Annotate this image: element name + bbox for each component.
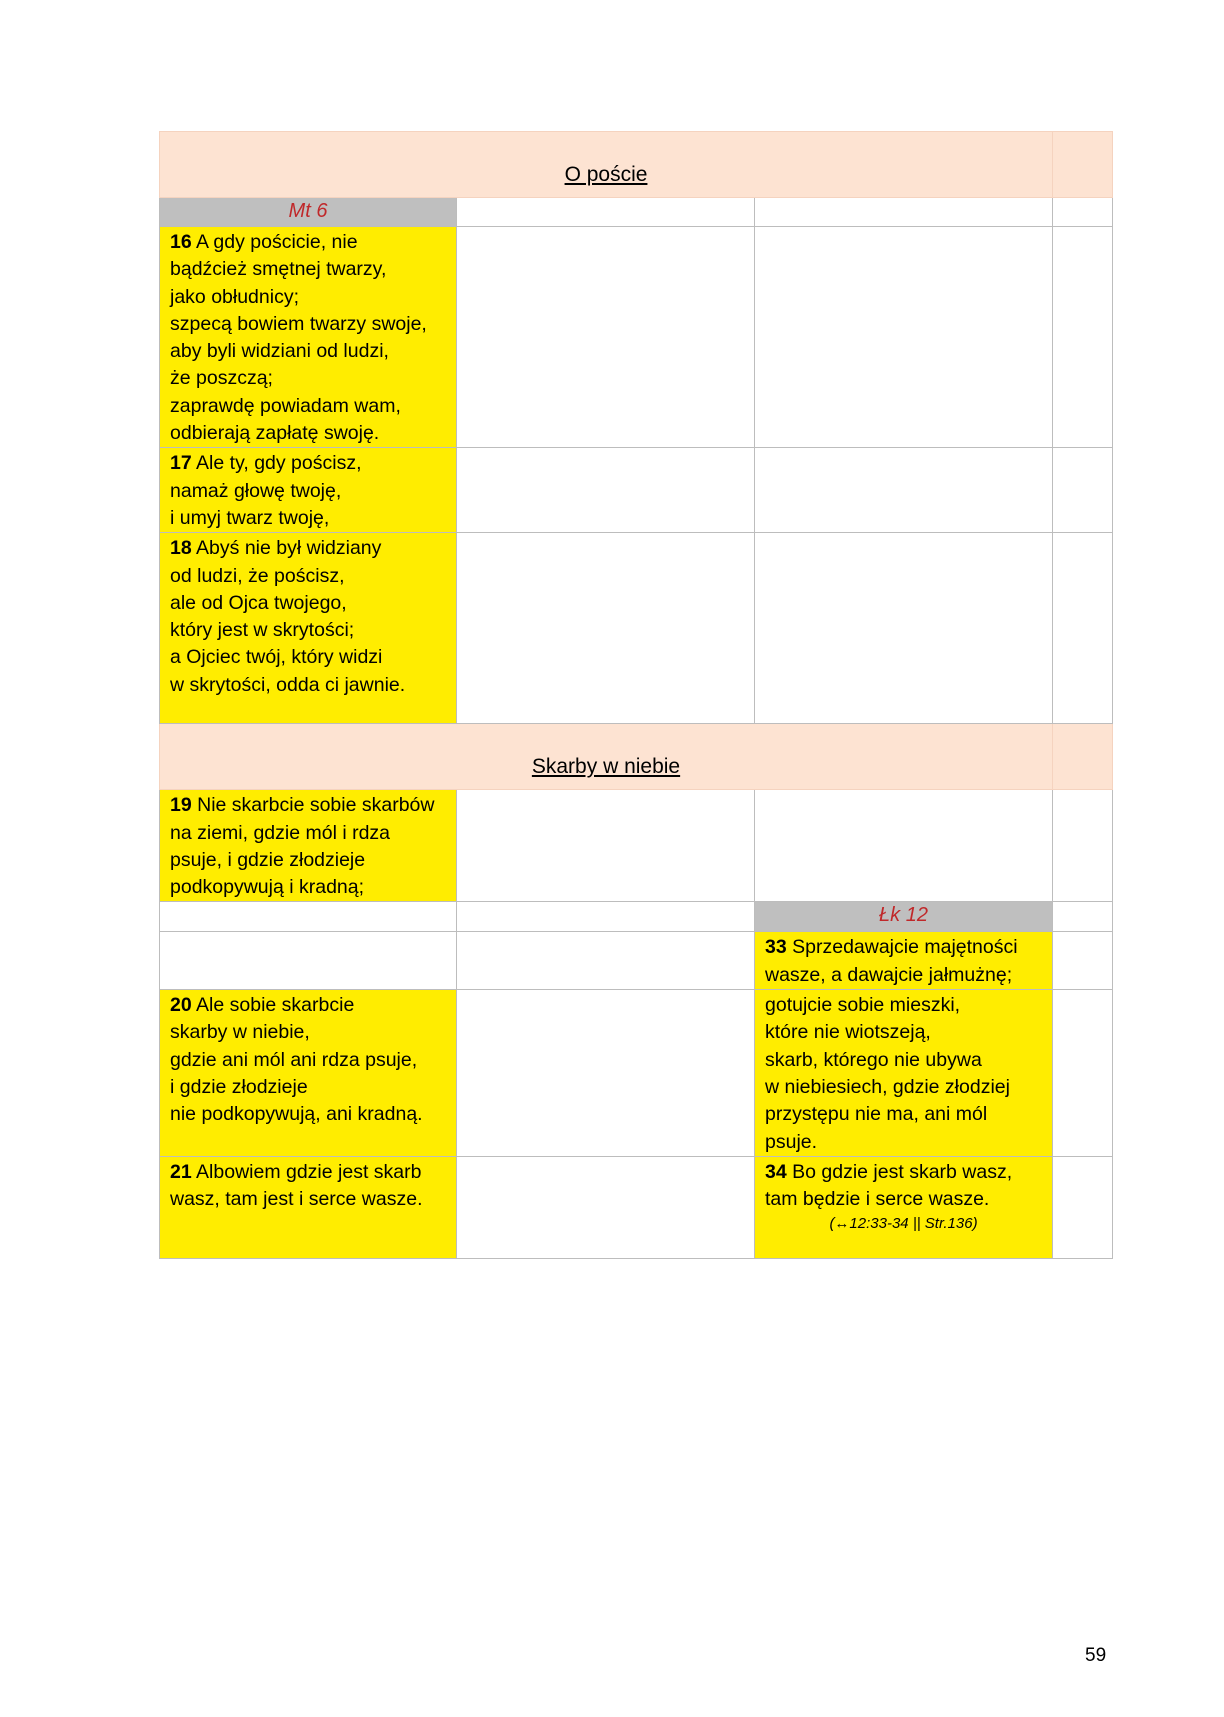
- verse-text: w niebiesiech, gdzie złodziej: [765, 1075, 1010, 1098]
- empty-cell: [1053, 533, 1113, 724]
- empty-cell: [457, 790, 755, 902]
- verse-text: A gdy pościcie, nie: [196, 231, 358, 253]
- empty-cell: [755, 533, 1053, 724]
- verse-text: tam będzie i serce wasze.: [765, 1188, 990, 1211]
- verse-text: który jest w skrytości;: [170, 619, 355, 642]
- verse-number: 19: [170, 794, 192, 817]
- verse-text: skarby w niebie,: [170, 1021, 310, 1044]
- verse-text: odbierają zapłatę swoję.: [170, 422, 380, 445]
- verse-text: szpecą bowiem twarzy swoje,: [170, 312, 427, 335]
- empty-cell: [457, 990, 755, 1157]
- verse-cell-mt-6-17: [160, 448, 457, 533]
- verse-text: Sprzedawajcie majętności: [792, 936, 1018, 959]
- empty-cell: [160, 932, 457, 990]
- verse-text: podkopywują i kradną;: [170, 876, 365, 899]
- verse-text: które nie wiotszeją,: [765, 1021, 931, 1044]
- verse-number: 20: [170, 994, 192, 1017]
- verse-cell-lk-12-34: [755, 1156, 1053, 1258]
- synopsis-table: [159, 131, 1112, 1259]
- verse-text: że poszczą;: [170, 367, 273, 390]
- empty-cell: [457, 227, 755, 448]
- cross-reference: (↔12:33-34 || Str.136): [829, 1215, 978, 1233]
- empty-cell: [1053, 932, 1113, 990]
- verse-text: Nie skarbcie sobie skarbów: [197, 794, 435, 817]
- verse-text: gdzie ani mól ani rdza psuje,: [170, 1048, 418, 1071]
- verse-text: wasz, tam jest i serce wasze.: [170, 1188, 423, 1211]
- verse-cell-lk-12-33-cont: [755, 990, 1053, 1157]
- empty-cell: [1053, 1156, 1113, 1258]
- empty-cell: [1053, 198, 1113, 227]
- verse-text: Ale sobie skarbcie: [196, 994, 355, 1017]
- verse-text: od ludzi, że pościsz,: [170, 564, 345, 587]
- verse-text: psuje.: [765, 1130, 818, 1153]
- section-header-side: [1053, 132, 1113, 198]
- verse-text: Albowiem gdzie jest skarb: [196, 1160, 422, 1183]
- verse-text: i gdzie złodzieje: [170, 1075, 308, 1098]
- empty-cell: [457, 533, 755, 724]
- empty-cell: [1053, 790, 1113, 902]
- verse-number: 33: [765, 936, 787, 959]
- section-header-side: [1053, 724, 1113, 790]
- verse-text: i umyj twarz twoję,: [170, 506, 330, 529]
- verse-text: a Ojciec twój, który widzi: [170, 646, 383, 669]
- empty-cell: [160, 902, 457, 932]
- empty-cell: [755, 227, 1053, 448]
- verse-text: Ale ty, gdy pościsz,: [196, 452, 362, 475]
- verse-number: 16: [170, 231, 192, 253]
- verse-text: ale od Ojca twojego,: [170, 591, 347, 614]
- verse-cell-mt-6-19: [160, 790, 457, 902]
- empty-cell: [457, 448, 755, 533]
- empty-cell: [1053, 990, 1113, 1157]
- verse-number: 17: [170, 452, 192, 475]
- page-number: 59: [1085, 1645, 1107, 1666]
- verse-text: zaprawdę powiadam wam,: [170, 394, 401, 417]
- verse-cell-mt-6-16: [160, 227, 457, 448]
- verse-cell-mt-6-20: [160, 990, 457, 1157]
- empty-cell: [457, 902, 755, 932]
- verse-text: namaż głowę twoję,: [170, 479, 342, 502]
- verse-text: bądźcież smętnej twarzy,: [170, 258, 387, 281]
- verse-text: psuje, i gdzie złodzieje: [170, 848, 366, 871]
- verse-text: w skrytości, odda ci jawnie.: [170, 673, 406, 696]
- verse-text: Bo gdzie jest skarb wasz,: [792, 1160, 1013, 1183]
- empty-cell: [1053, 902, 1113, 932]
- verse-cell-mt-6-21: [160, 1156, 457, 1258]
- empty-cell: [1053, 227, 1113, 448]
- ref-lk-12: Łk 12: [755, 902, 1053, 932]
- verse-text: gotujcie sobie mieszki,: [765, 994, 961, 1017]
- empty-cell: [457, 198, 755, 227]
- section-header-treasure: [160, 724, 1053, 790]
- empty-cell: [457, 932, 755, 990]
- verse-text: jako obłudnicy;: [170, 285, 299, 308]
- empty-cell: [755, 448, 1053, 533]
- empty-cell: [755, 198, 1053, 227]
- empty-cell: [457, 1156, 755, 1258]
- section-title: O poście: [564, 162, 648, 186]
- verse-cell-lk-12-33: [755, 932, 1053, 990]
- section-header-fasting: [160, 132, 1053, 198]
- verse-number: 34: [765, 1160, 787, 1183]
- verse-text: Abyś nie był widziany: [196, 537, 382, 560]
- ref-mt-6: Mt 6: [160, 198, 457, 227]
- verse-text: aby byli widziani od ludzi,: [170, 340, 389, 363]
- verse-text: na ziemi, gdzie mól i rdza: [170, 821, 391, 844]
- verse-cell-mt-6-18: [160, 533, 457, 724]
- verse-text: nie podkopywują, ani kradną.: [170, 1103, 423, 1126]
- verse-text: przystępu nie ma, ani mól: [765, 1103, 988, 1126]
- empty-cell: [1053, 448, 1113, 533]
- section-title: Skarby w niebie: [531, 754, 681, 778]
- empty-cell: [755, 790, 1053, 902]
- verse-number: 18: [170, 537, 192, 560]
- verse-text: wasze, a dawajcie jałmużnę;: [765, 963, 1013, 986]
- verse-text: skarb, którego nie ubywa: [765, 1048, 982, 1071]
- verse-number: 21: [170, 1160, 192, 1183]
